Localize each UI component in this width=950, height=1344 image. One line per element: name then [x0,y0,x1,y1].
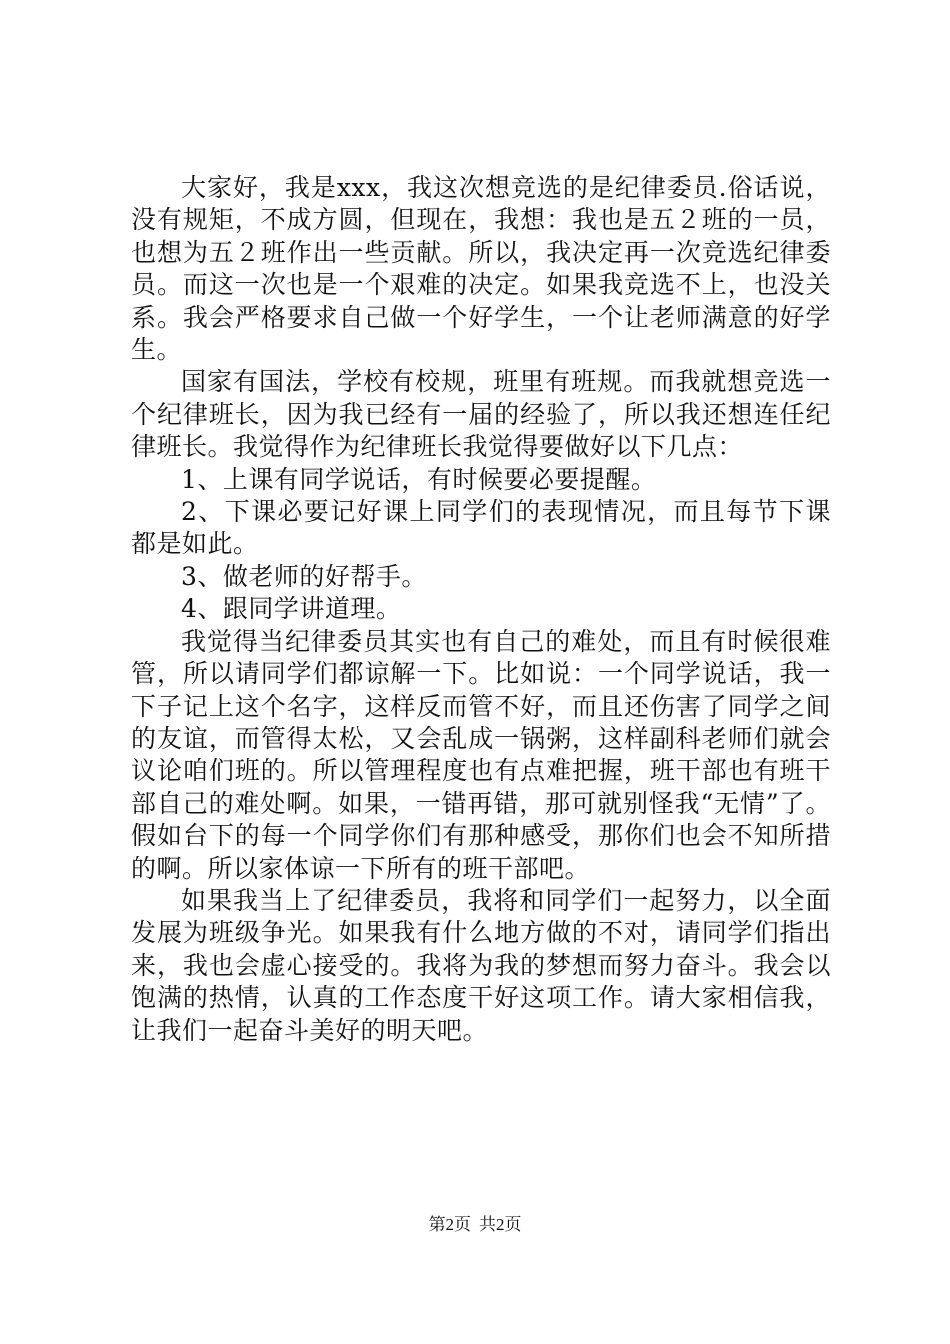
page-footer [0,1214,950,1236]
paragraph-closing: 如果我当上了纪律委员，我将和同学们一起努力，以全面发展为班级争光。如果我有什么地方做的不对，请同学们指出来，我也会虚心接受的。我将为我的梦想而努力奋斗。我会以饱满的热情，认真的工作态度干好这项工作。请大家相信我，让我们一起奋斗美好的明天吧。 [131,885,831,1045]
page-total: 共2页 [479,1215,522,1234]
paragraph-rules: 国家有国法，学校有校规，班里有班规。而我就想竞选一个纪律班长，因为我已经有一届的经验了，所以我还想连任纪律班长。我觉得作为纪律班长我觉得要做好以下几点： [131,367,831,462]
paragraph-difficulties: 我觉得当纪律委员其实也有自己的难处，而且有时候很难管，所以请同学们都谅解一下。比如说：一个同学说话，我一下子记上这个名字，这样反而管不好，而且还伤害了同学之间的友谊，而管得太松，又会乱成一锅粥，这样副科老师们就会议论咱们班的。所以管理程度也有点难把握，班干部也有班干部自己的难处啊。如果，一错再错，那可就别怪我“无情”了。假如台下的每一个同学你们有那种感受，那你们也会不知所措的啊。所以家体谅一下所有的班干部吧。 [131,626,831,883]
paragraph-intro: 大家好，我是xxx，我这次想竞选的是纪律委员.俗话说，没有规矩，不成方圆，但现在，我想：我也是五２班的一员，也想为五２班作出一些贡献。所以，我决定再一次竞选纪律委员。而这一次也是一个艰难的决定。如果我竞选不上，也没关系。我会严格要求自己做一个好学生，一个让老师满意的好学生。 [131,173,831,365]
list-item-3: 3、做老师的好帮手。 [181,561,427,591]
page-number: 第2页 [428,1215,471,1234]
list-item-4: 4、跟同学讲道理。 [181,594,402,624]
list-item-2: 2、下课必要记好课上同学们的表现情况，而且每节下课都是如此。 [131,497,831,559]
document-body [131,172,831,1047]
list-item-1: 1、上课有同学说话，有时候要必要提醒。 [181,464,657,494]
